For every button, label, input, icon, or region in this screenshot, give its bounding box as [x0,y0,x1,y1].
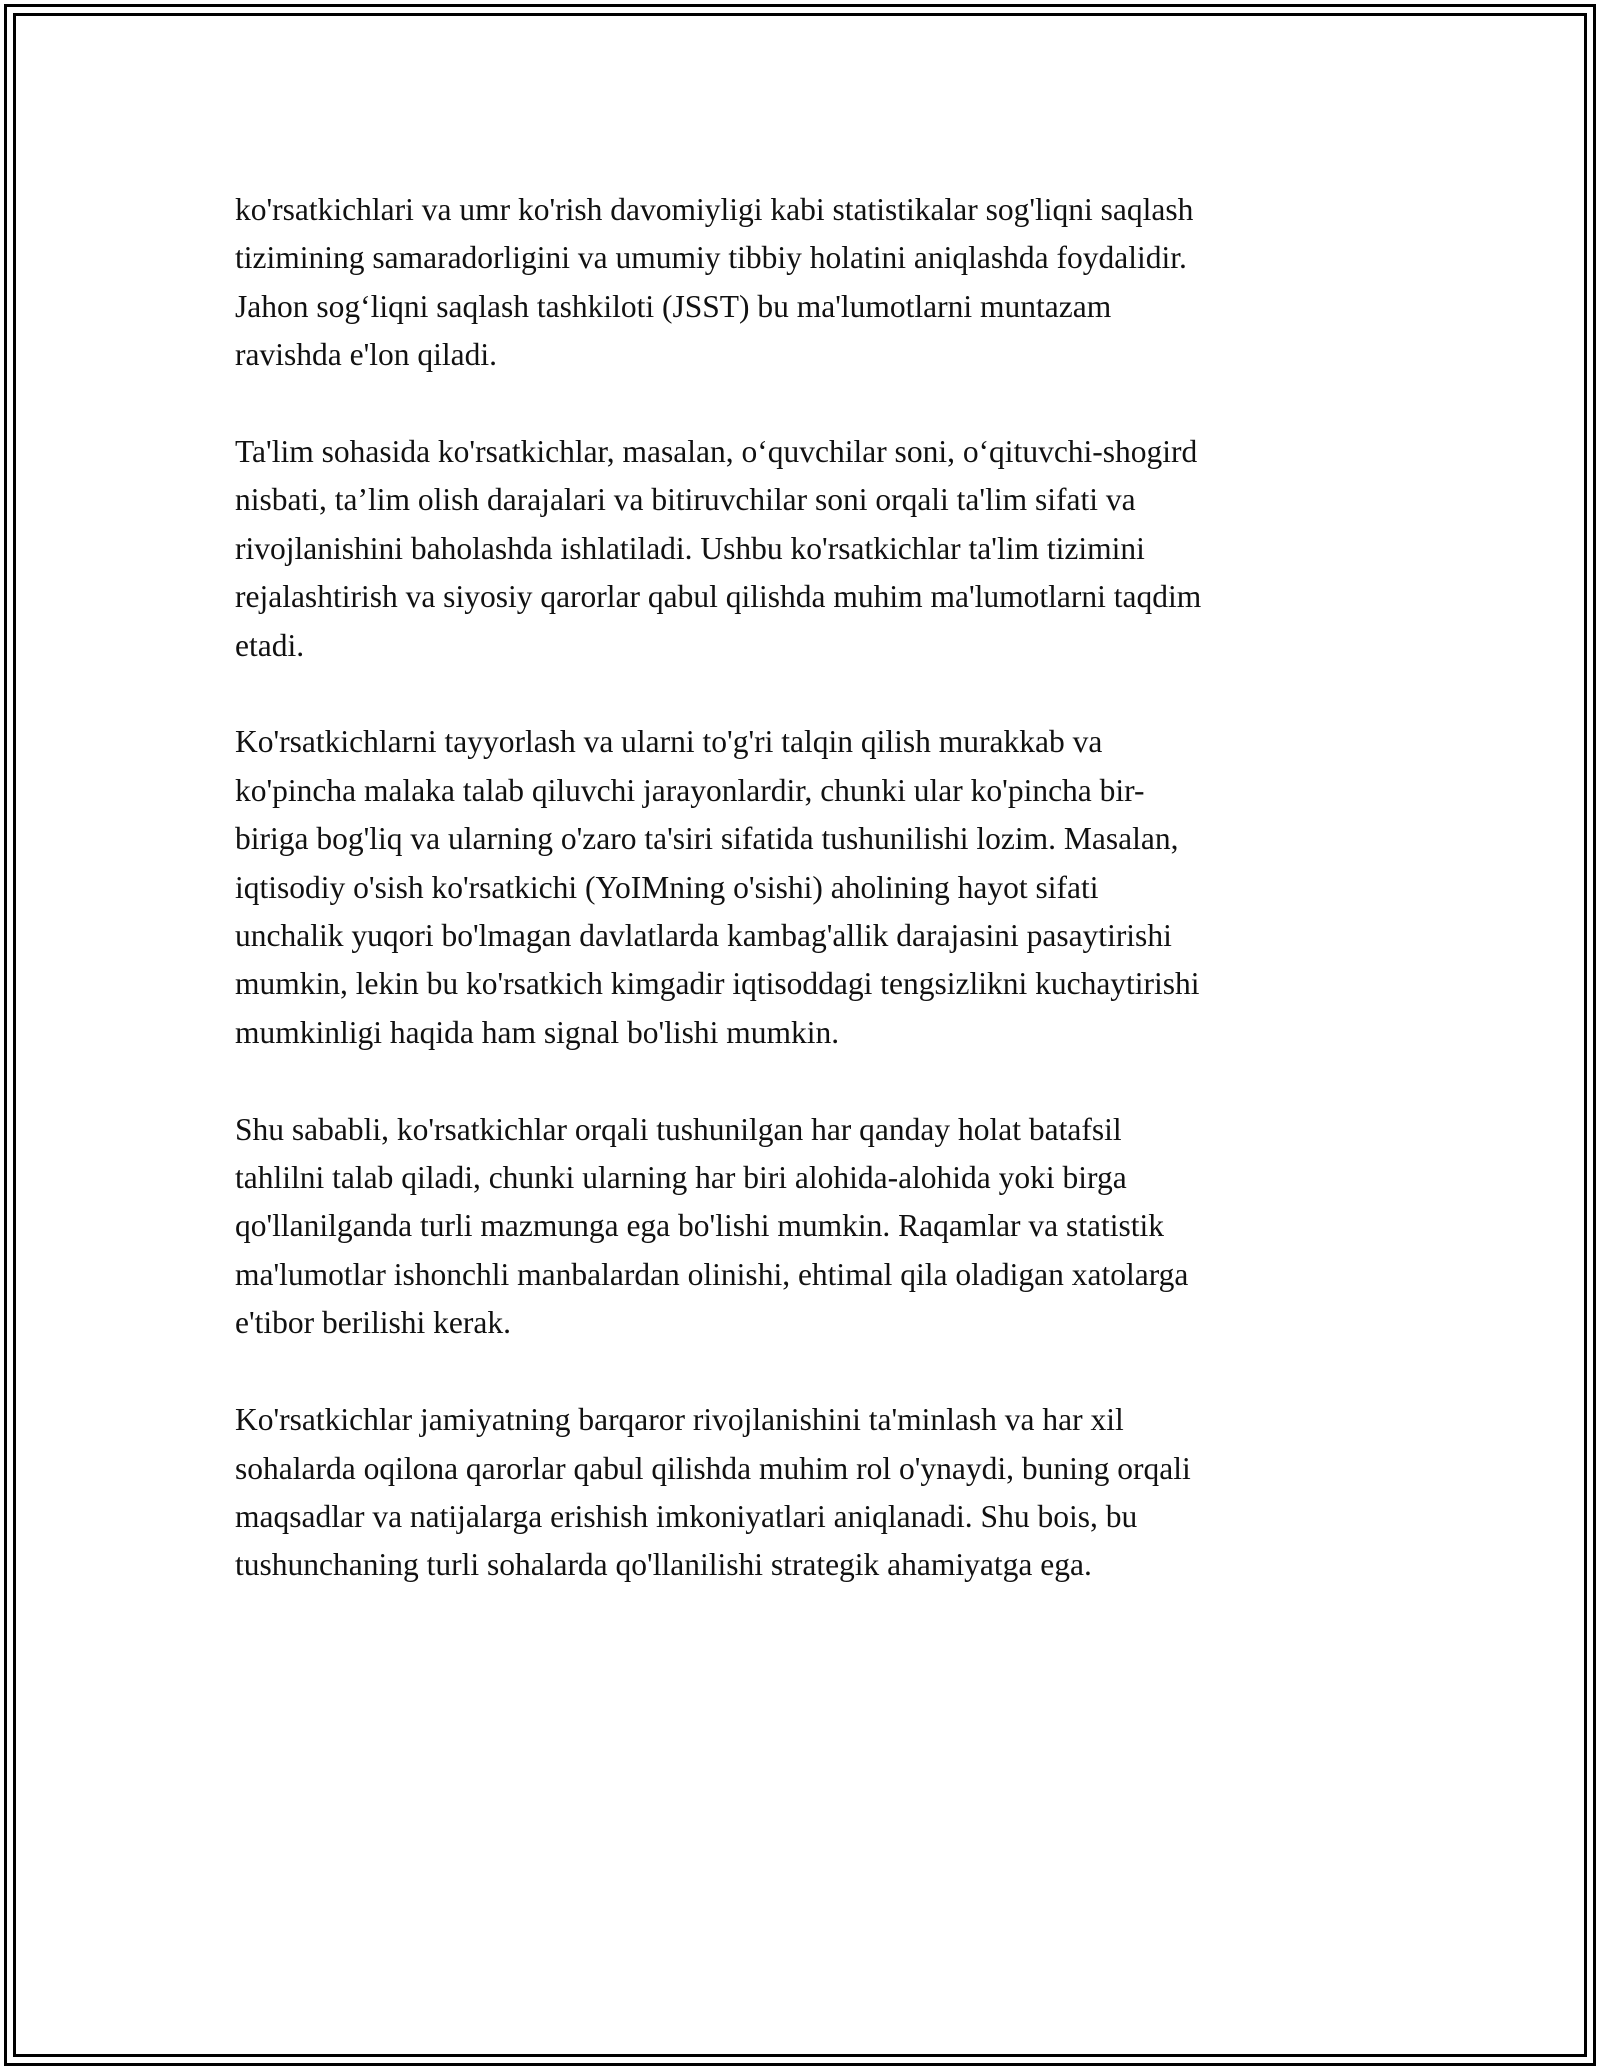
paragraph-interpretation: Ko'rsatkichlarni tayyorlash va ularni to'g'ri talqin qilish murakkab va ko'pincha malaka talab qiluvchi jarayonlardir, chunki ular ko'pincha bir- biriga bog'liq va ularning o'zaro ta'siri sifatida tushunilishi lozim. Masalan, iqtisodiy o'sish ko'rsatkichi (YoIMning o'sishi) aholining hayot sifati unchalik yuqori bo'lmagan davlatlarda kambag'allik darajasini pasaytirishi mumkin, lekin bu ko'rsatkich kimgadir iqtisoddagi tengsizlikni kuchaytirishi mumkinligi haqida ham signal bo'lishi mumkin. [235,724,1200,1050]
document-body [235,186,1365,1638]
paragraph-analysis: Shu sababli, ko'rsatkichlar orqali tushunilgan har qanday holat batafsil tahlilni talab qiladi, chunki ularning har biri alohida-alohida yoki birga qo'llanilganda turli mazmunga ega bo'lishi mumkin. Raqamlar va statistik ma'lumotlar ishonchli manbalardan olinishi, ehtimal qila oladigan xatolarga e'tibor berilishi kerak. [235,1111,1189,1341]
paragraph-conclusion: Ko'rsatkichlar jamiyatning barqaror rivojlanishini ta'minlash va har xil sohalarda oqilona qarorlar qabul qilishda muhim rol o'ynaydi, buning orqali maqsadlar va natijalarga erishish imkoniyatlari aniqlanadi. Shu bois, bu tushunchaning turli sohalarda qo'llanilishi strategik ahamiyatga ega. [235,1402,1191,1583]
paragraph-health-statistics: ko'rsatkichlari va umr ko'rish davomiyligi kabi statistikalar sog'liqni saqlash tizimining samaradorligini va umumiy tibbiy holatini aniqlashda foydalidir. Jahon sog‘liqni saqlash tashkiloti (JSST) bu ma'lumotlarni muntazam ravishda e'lon qiladi. [235,192,1194,373]
paragraph-education-indicators: Ta'lim sohasida ko'rsatkichlar, masalan, o‘quvchilar soni, o‘qituvchi-shogird nisbati, ta’lim olish darajalari va bitiruvchilar soni orqali ta'lim sifati va rivojlanishini baholashda ishlatiladi. Ushbu ko'rsatkichlar ta'lim tizimini rejalashtirish va siyosiy qarorlar qabul qilishda muhim ma'lumotlarni taqdim etadi. [235,434,1202,663]
